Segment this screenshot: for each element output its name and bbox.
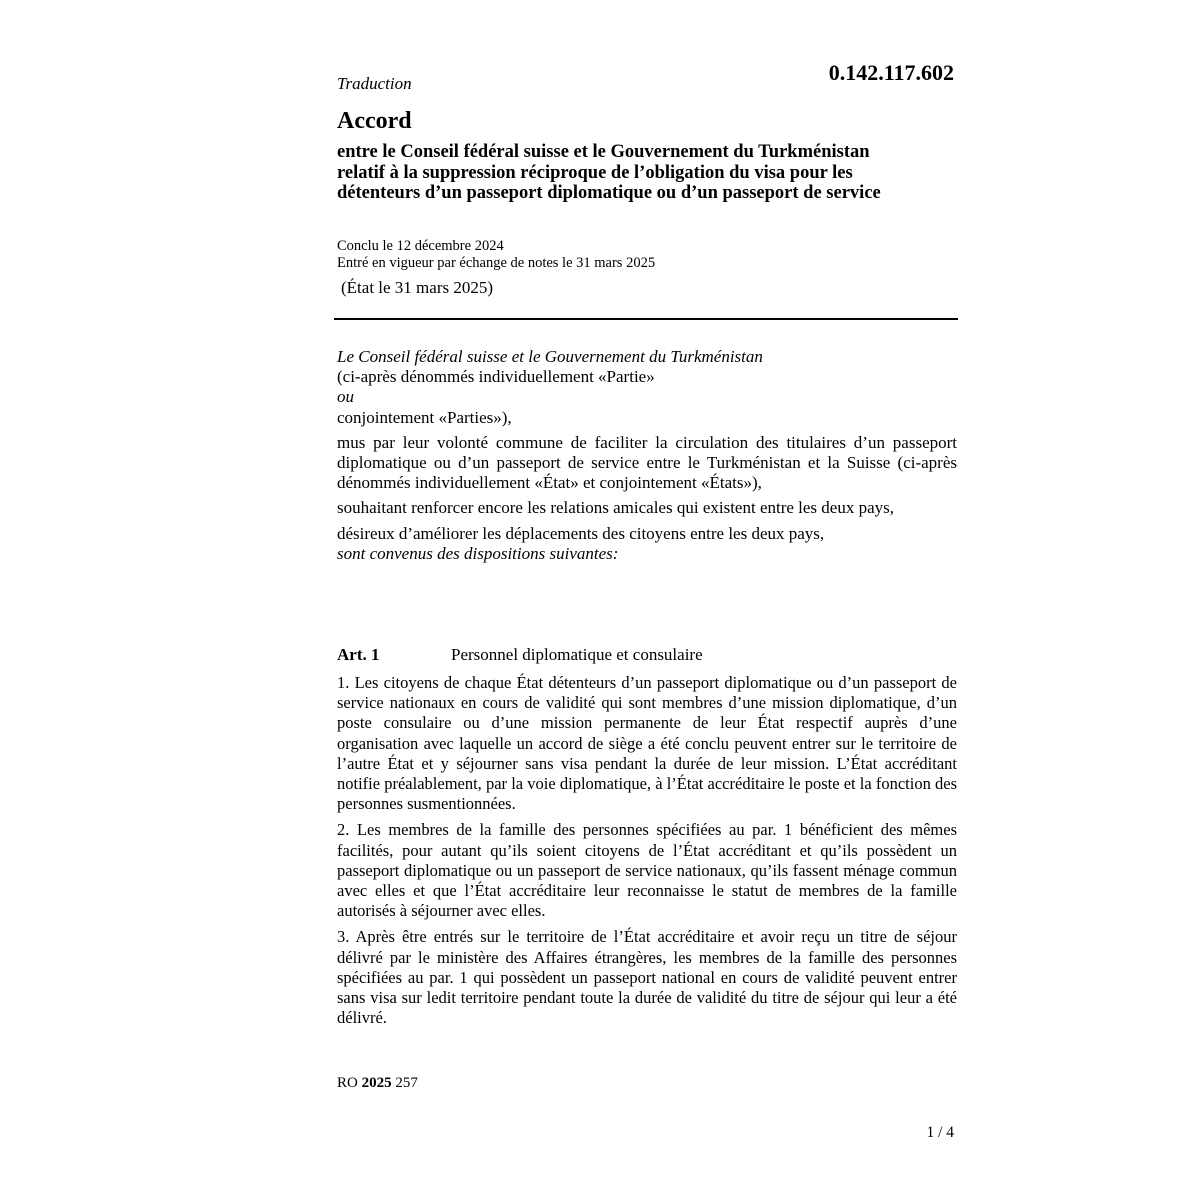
article-title: Personnel diplomatique et consulaire [451,645,703,664]
document-subtitle [337,142,957,204]
status-date: (État le 31 mars 2025) [341,278,494,297]
ro-year: 2025 [361,1075,392,1091]
preamble-ci-apres: (ci-après dénommés individuellement «Partie» [337,367,655,387]
article-paragraph: 3. Après être entrés sur le territoire de l’État accréditaire et avoir reçu un titre de séjour délivré par le ministère des Affaires étrangères, les membres de la famille des personnes spécifiées au par. 1 qui possèdent un passeport national en cours de validité peuvent entrer sans visa sur ledit territoire pendant toute la durée de validité du titre de séjour qui leur a été délivré. [337,927,957,1028]
document-title: Accord [337,108,412,134]
page-number: 1 / 4 [926,1124,954,1141]
ro-page: 257 [395,1075,418,1091]
subtitle-line: détenteurs d’un passeport diplomatique ou d’un passeport de service [337,183,881,203]
document-meta [337,238,957,272]
preamble [337,347,957,564]
article-number: Art. 1 [337,645,380,664]
article-paragraph: 2. Les membres de la famille des personnes spécifiées au par. 1 bénéficient des mêmes facilités, pour autant qu’ils soient citoyens de l’État accréditant et qu’ils possèdent un passeport diplomatique ou un passeport de service nationaux, qu’ils fassent ménage commun avec elles et que l’État accréditaire leur reconnaisse le statut de membres de la famille autorisés à séjourner avec elles. [337,820,957,921]
preamble-mus-par: mus par leur volonté commune de faciliter la circulation des titulaires d’un passeport diplomatique ou d’un passeport de service entre le Turkménistan et la Suisse (ci-après dénommés individuellement «État» et conjointement «États»), [337,432,957,493]
preamble-desireux: désireux d’améliorer les déplacements des citoyens entre les deux pays, [337,523,825,543]
conclusion-date: Conclu le 12 décembre 2024 [337,238,504,254]
sr-number: 0.142.117.602 [828,60,954,85]
ro-prefix: RO [337,1075,358,1091]
header-divider [334,318,958,320]
preamble-parties: Le Conseil fédéral suisse et le Gouvernement du Turkménistan [337,347,763,366]
article-body [337,673,957,1034]
entry-into-force: Entré en vigueur par échange de notes le 31 mars 2025 [337,255,656,271]
subtitle-line: relatif à la suppression réciproque de l’obligation du visa pour les [337,162,853,183]
preamble-conjointement: conjointement «Parties»), [337,407,512,427]
article-paragraph: 1. Les citoyens de chaque État détenteurs d’un passeport diplomatique ou d’un passeport de service nationaux en cours de validité qui sont membres d’une mission diplomatique, d’un poste consulaire ou d’une mission permanente de leur État respectif auprès d’une organisation avec laquelle un accord de siège a été conclu peuvent entrer sur le territoire de l’autre État et y séjourner sans visa pendant la durée de leur mission. L’État accréditant notifie préalablement, par la voie diplomatique, à l’État accréditaire le poste et la fonction des personnes susmentionnées. [337,673,957,814]
preamble-ou: ou [337,387,354,407]
ro-reference [337,1075,957,1092]
translation-label: Traduction [337,74,412,93]
preamble-sont-convenus: sont convenus des dispositions suivantes: [337,543,619,563]
preamble-souhaitant: souhaitant renforcer encore les relations amicales qui existent entre les deux pays, [337,498,895,518]
subtitle-line: entre le Conseil fédéral suisse et le Gouvernement du Turkménistan [337,142,870,162]
